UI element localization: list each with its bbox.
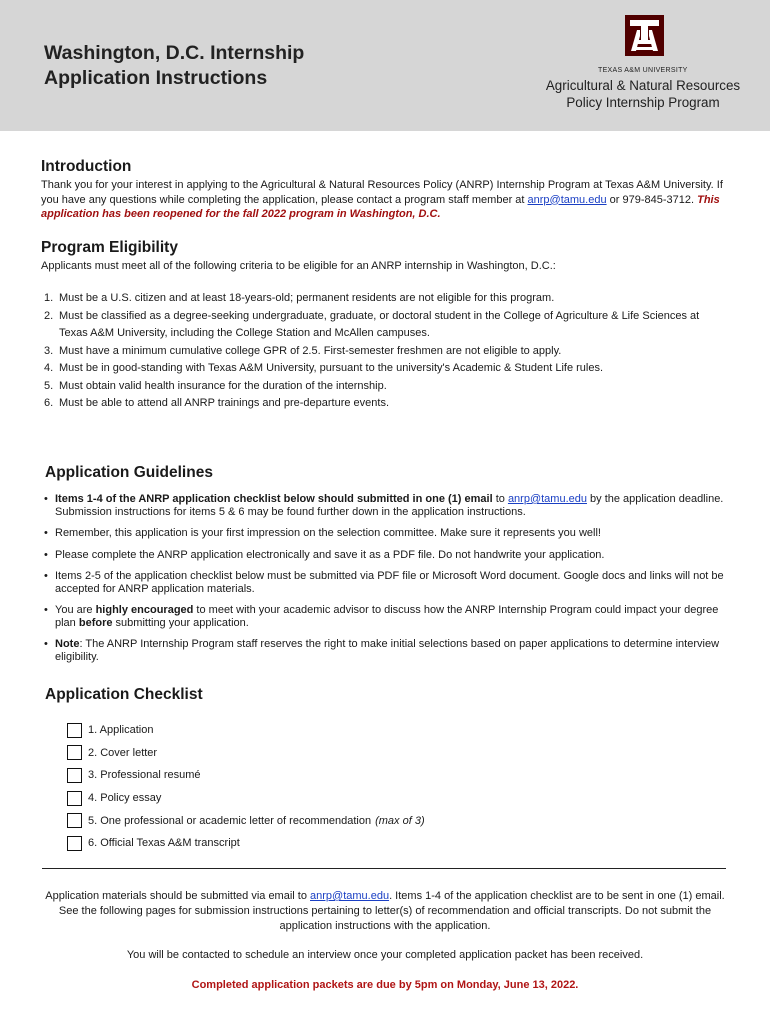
- guideline-email-link[interactable]: anrp@tamu.edu: [507, 493, 587, 505]
- program-name-line-2: Policy Internship Program: [566, 95, 720, 110]
- guidelines-heading: Application Guidelines: [45, 464, 213, 481]
- reopened-notice: This application has been reopened for the fall 2022 program in Washington, D.C.: [41, 193, 720, 220]
- guideline-5-d: before: [78, 616, 113, 629]
- interview-notice: You will be contacted to schedule an interview once your completed application packet has been received.: [126, 949, 644, 961]
- eligibility-heading: Program Eligibility: [41, 239, 178, 256]
- intro-email-link[interactable]: anrp@tamu.edu: [527, 193, 607, 206]
- eligibility-item: [44, 395, 724, 413]
- eligibility-item: [44, 308, 724, 343]
- eligibility-item: [44, 360, 724, 378]
- guideline-5-a: You are: [55, 604, 96, 616]
- guideline-6-note: Note: [55, 638, 80, 650]
- item-number: 6.: [44, 397, 54, 409]
- intro-text-a: Thank you for your interest in applying to the Agricultural & Natural Resources Policy (ANRP) Internship Program at Texas A&M University. If you have any questions while completing the application, please contact a program staff member at: [41, 179, 723, 206]
- checklist-item: [67, 832, 425, 855]
- item-text: Must be a U.S. citizen and at least 18-years-old; permanent residents are not eligible for this program.: [59, 292, 555, 304]
- due-date-notice: Completed application packets are due by 5pm on Monday, June 13, 2022.: [191, 979, 579, 991]
- eligibility-lead: Applicants must meet all of the following criteria to be eligible for an ANRP internship in Washington, D.C.:: [41, 260, 556, 272]
- checkbox-application[interactable]: [67, 723, 82, 738]
- guidelines-list: [44, 493, 734, 663]
- title-line-1: Washington, D.C. Internship: [44, 42, 305, 64]
- item-text: Must be in good-standing with Texas A&M University, pursuant to the university's Academic & Student Life rules.: [59, 362, 604, 374]
- checkbox-recommendation[interactable]: [67, 813, 82, 828]
- checklist-item: [67, 787, 425, 810]
- guideline-item: [44, 549, 734, 562]
- footer-text-a: Application materials should be submitted via email to: [45, 890, 311, 902]
- item-number: 5.: [44, 379, 54, 392]
- guideline-5-e: submitting your application.: [112, 616, 249, 629]
- checkbox-cover-letter[interactable]: [67, 745, 82, 760]
- checklist-label: 4. Policy essay: [88, 792, 162, 805]
- item-number: 1.: [44, 292, 54, 304]
- checkbox-policy-essay[interactable]: [67, 791, 82, 806]
- item-text: Must be classified as a degree-seeking undergraduate, graduate, or doctoral student in the College of Agriculture & Life Sciences at Texas A&M University, including the College Station and McAllen campuses.: [59, 309, 700, 339]
- university-name: TEXAS A&M UNIVERSITY: [598, 67, 688, 74]
- item-text: Must be able to attend all ANRP trainings and pre-departure events.: [59, 397, 389, 409]
- eligibility-item: [44, 343, 724, 361]
- checklist-label: 6. Official Texas A&M transcript: [88, 837, 240, 850]
- checklist-label: 1. Application: [88, 724, 154, 737]
- checklist-label: 3. Professional resumé: [88, 769, 201, 782]
- item-number: 2.: [44, 309, 54, 322]
- item-text: Must obtain valid health insurance for the duration of the internship.: [59, 379, 387, 392]
- footer-email-link[interactable]: anrp@tamu.edu: [310, 890, 390, 902]
- section-divider: [42, 868, 726, 869]
- introduction-heading: Introduction: [41, 158, 132, 175]
- guideline-1-rest: by the application deadline. Submission instructions for items 5 & 6 may be found further down in the application instructions.: [55, 493, 724, 518]
- submission-instructions: [44, 889, 726, 934]
- guideline-1-bold: Items 1-4 of the ANRP application checklist below should submitted in one (1) email: [55, 493, 493, 505]
- bullet: •: [44, 570, 48, 582]
- tamu-logo: [625, 15, 664, 56]
- page-title: [44, 41, 304, 91]
- guideline-item: [44, 493, 734, 518]
- bullet: •: [44, 638, 48, 650]
- title-line-2: Application Instructions: [44, 67, 268, 89]
- checkbox-transcript[interactable]: [67, 836, 82, 851]
- item-text: Must have a minimum cumulative college GPR of 2.5. First-semester freshmen are not eligible to apply.: [59, 344, 562, 357]
- eligibility-item: [44, 378, 724, 396]
- atm-logo-icon: [628, 18, 661, 53]
- guideline-5-b: highly encouraged: [95, 604, 194, 616]
- bullet: •: [44, 548, 48, 561]
- checklist-item: [67, 719, 425, 742]
- eligibility-list: [44, 290, 724, 413]
- checklist-label: 5. One professional or academic letter of recommendation: [88, 814, 372, 827]
- introduction-text: [41, 178, 737, 222]
- page-header: [0, 0, 770, 131]
- guideline-1-to: to: [492, 493, 508, 505]
- guideline-item: [44, 638, 734, 663]
- bullet: •: [44, 493, 48, 505]
- guideline-6-text: : The ANRP Internship Program staff reserves the right to make initial selections based on paper applications to determine interview eligibility.: [55, 638, 720, 663]
- guideline-item: [44, 527, 734, 540]
- guideline-item: [44, 570, 734, 595]
- item-number: 4.: [44, 362, 54, 374]
- bullet: •: [44, 527, 48, 539]
- checklist-label: 2. Cover letter: [88, 746, 158, 759]
- checklist-item: [67, 809, 425, 832]
- guideline-item: [44, 604, 734, 629]
- eligibility-item: [44, 290, 724, 308]
- guideline-3-text: Please complete the ANRP application electronically and save it as a PDF file. Do not handwrite your application.: [55, 548, 605, 561]
- program-name-line-1: Agricultural & Natural Resources: [545, 78, 741, 93]
- intro-text-b: or 979-845-3712.: [606, 193, 698, 206]
- guideline-5-c: to meet with your academic advisor to discuss how the ANRP Internship Program could impact your degree plan: [55, 604, 719, 629]
- item-number: 3.: [44, 344, 54, 357]
- checklist-item: [67, 742, 425, 765]
- guideline-2-text: Remember, this application is your first impression on the selection committee. Make sure it represents you well!: [55, 527, 601, 539]
- checklist-note: (max of 3): [375, 814, 425, 827]
- footer-text-b: . Items 1-4 of the application checklist are to be sent in one (1) email. See the following pages for submission instructions pertaining to letter(s) of recommendation and official transcripts. Do not submit the application instructions with the application.: [58, 890, 725, 932]
- checklist-heading: Application Checklist: [45, 686, 203, 703]
- bullet: •: [44, 604, 48, 616]
- guideline-4-text: Items 2-5 of the application checklist below must be submitted via PDF file or Microsoft Word document. Google docs and links will not be accepted for ANRP application materials.: [55, 570, 724, 595]
- checkbox-resume[interactable]: [67, 768, 82, 783]
- application-checklist: [67, 719, 425, 855]
- checklist-item: [67, 764, 425, 787]
- program-name: [545, 77, 741, 111]
